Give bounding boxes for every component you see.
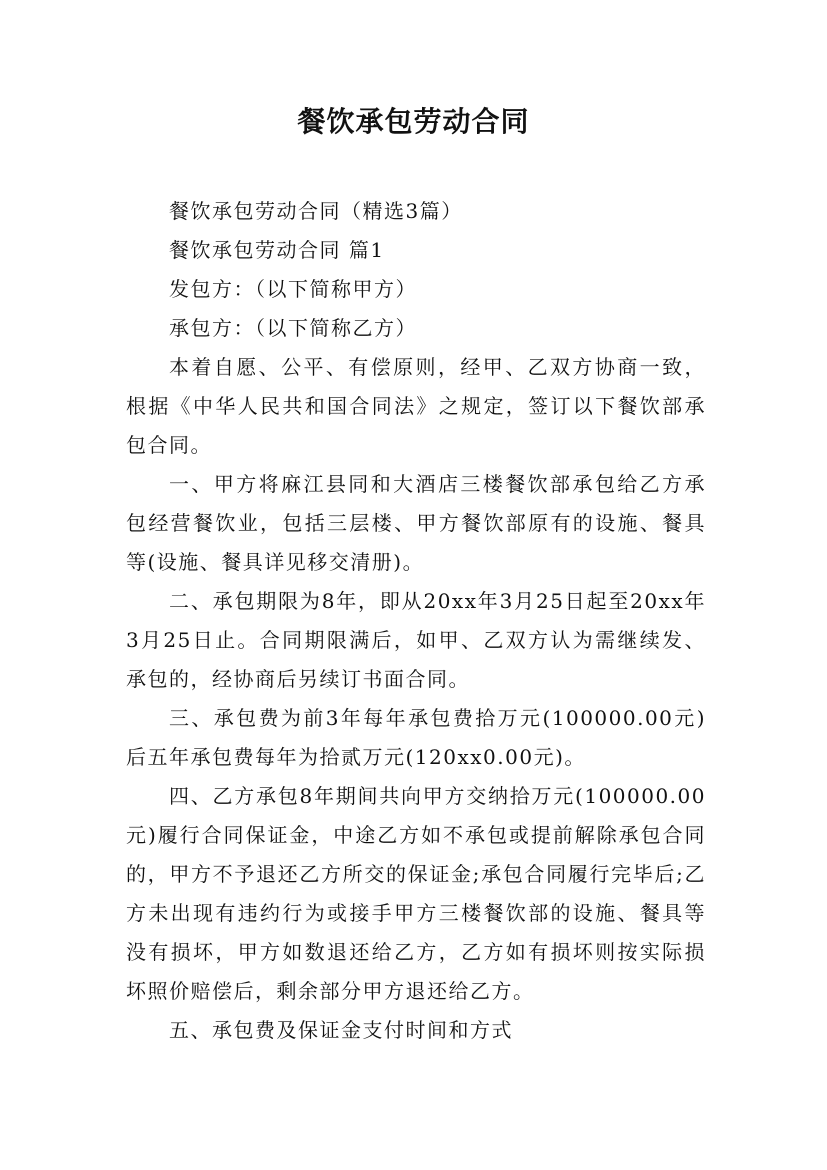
paragraph-section-heading: 餐饮承包劳动合同 篇1: [169, 238, 385, 262]
paragraph-clause-4: 四、乙方承包8年期间共向甲方交纳拾万元(100000.00元)履行合同保证金，中途乙方如不承包或提前解除承包合同的，甲方不予退还乙方所交的保证金;承包合同履行完毕后;乙方未出现有违约行为或接手甲方三楼餐饮部的设施、餐具等没有损坏，甲方如数退还给乙方，乙方如有损坏则按实际损坏照价赔偿后，剩余部分甲方退还给乙方。: [126, 784, 706, 1003]
paragraph-clause-1: 一、甲方将麻江县同和大酒店三楼餐饮部承包给乙方承包经营餐饮业，包括三层楼、甲方餐饮部原有的设施、餐具等(设施、餐具详见移交清册)。: [126, 472, 706, 574]
paragraph-clause-3: 三、承包费为前3年每年承包费拾万元(100000.00元)后五年承包费每年为拾贰万元(120xx0.00元)。: [126, 706, 706, 769]
document-title: 餐饮承包劳动合同: [297, 105, 530, 138]
paragraph-party-b: 承包方：（以下简称乙方）: [169, 316, 417, 340]
paragraph-preamble: 本着自愿、公平、有偿原则，经甲、乙双方协商一致，根据《中华人民共和国合同法》之规定，签订以下餐饮部承包合同。: [126, 355, 706, 457]
paragraph-clause-5: 五、承包费及保证金支付时间和方式: [169, 1018, 513, 1042]
document-body: [126, 192, 706, 1050]
paragraph-party-a: 发包方：（以下简称甲方）: [169, 277, 417, 301]
paragraph-intro-title: 餐饮承包劳动合同（精选3篇）: [169, 199, 463, 223]
paragraph-clause-2: 二、承包期限为8年，即从20xx年3月25日起至20xx年3月25日止。合同期限满后，如甲、乙双方认为需继续发、承包的，经协商后另续订书面合同。: [126, 589, 706, 691]
